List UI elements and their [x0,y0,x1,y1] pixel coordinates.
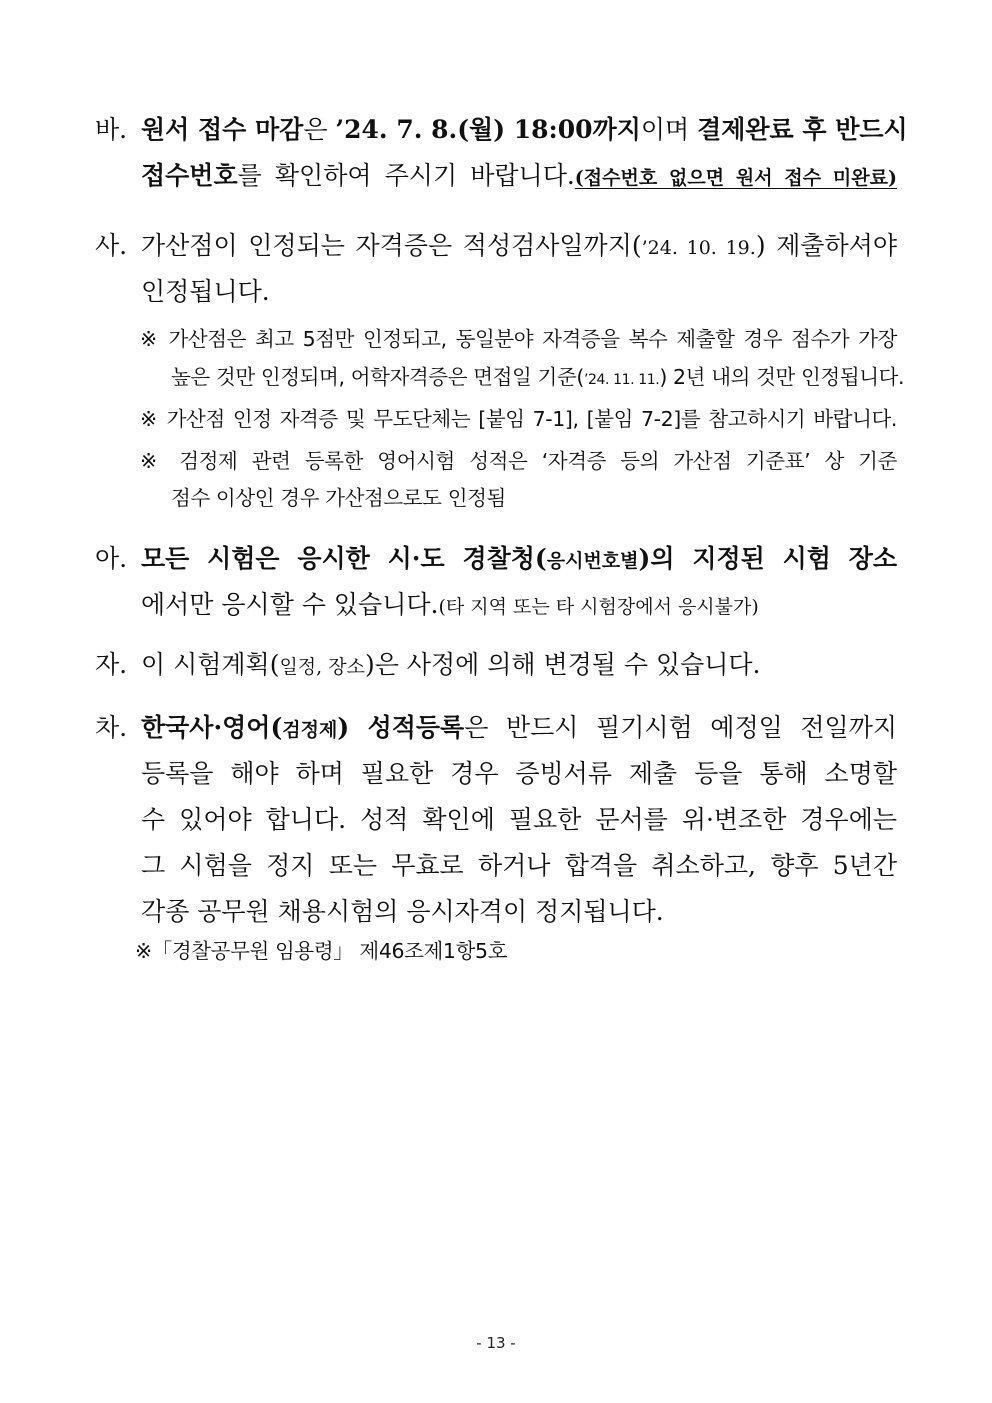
note-attachments: ※ 가산점 인정 자격증 및 무도단체는 [붙임 7-1], [붙임 7-2]를 참고하시기 바랍니다. [140,407,897,431]
note-english-score: ※ 검정제 관련 등록한 영어시험 성적은 ‘자격증 등의 가산점 기준표’ 상 기준 [140,449,897,473]
note-english-score-cont: 점수 이상인 경우 가산점으로도 인정됨 [171,486,506,510]
section-ba-line2: 접수번호를 확인하여 주시기 바랍니다.(접수번호 없으면 원서 접수 미완료) [141,161,897,190]
section-marker: 차. [95,713,128,742]
underlined-note: (접수번호 없으면 원서 접수 미완료) [574,167,897,189]
section-marker: 바. [95,115,128,144]
page-number: - 13 - [476,1334,516,1352]
section-cha-line5: 각종 공무원 채용시험의 응시자격이 정지됩니다. [141,897,664,926]
section-a-line2: 에서만 응시할 수 있습니다.(타 지역 또는 타 시험장에서 응시불가) [141,590,759,619]
section-cha-line1: 한국사·영어(검정제) 성적등록은 반드시 필기시험 예정일 전일까지 [141,713,897,742]
note-bonus-limit: ※ 가산점은 최고 5점만 인정되고, 동일분야 자격증을 복수 제출할 경우 점수가 가장 [140,327,897,351]
section-cha-line3: 수 있어야 합니다. 성적 확인에 필요한 문서를 위·변조한 경우에는 [141,805,897,834]
section-marker: 아. [95,544,128,573]
section-ba-line1: 원서 접수 마감은 ’24. 7. 8.(월) 18:00까지이며 결제완료 후 반드시 [141,115,908,144]
section-a-line1: 모든 시험은 응시한 시·도 경찰청(응시번호별)의 지정된 시험 장소 [141,544,897,573]
note-bonus-limit-cont: 높은 것만 인정되며, 어학자격증은 면접일 기준(’24. 11. 11.) 2년 내의 것만 인정됩니다. [171,365,905,389]
section-cha-line4: 그 시험을 정지 또는 무효로 하거나 합격을 취소하고, 향후 5년간 [141,851,897,880]
section-marker: 사. [95,231,128,260]
section-sa-line1: 가산점이 인정되는 자격증은 적성검사일까지(’24. 10. 19.) 제출하셔야 [141,231,897,260]
section-marker: 자. [95,650,128,679]
section-ja-line1: 이 시험계획(일정, 장소)은 사정에 의해 변경될 수 있습니다. [141,650,761,679]
section-cha-line2: 등록을 해야 하며 필요한 경우 증빙서류 제출 등을 통해 소명할 [141,759,897,788]
note-legal-reference: ※「경찰공무원 임용령」 제46조제1항5호 [135,939,508,963]
section-sa-line2: 인정됩니다. [141,277,270,306]
